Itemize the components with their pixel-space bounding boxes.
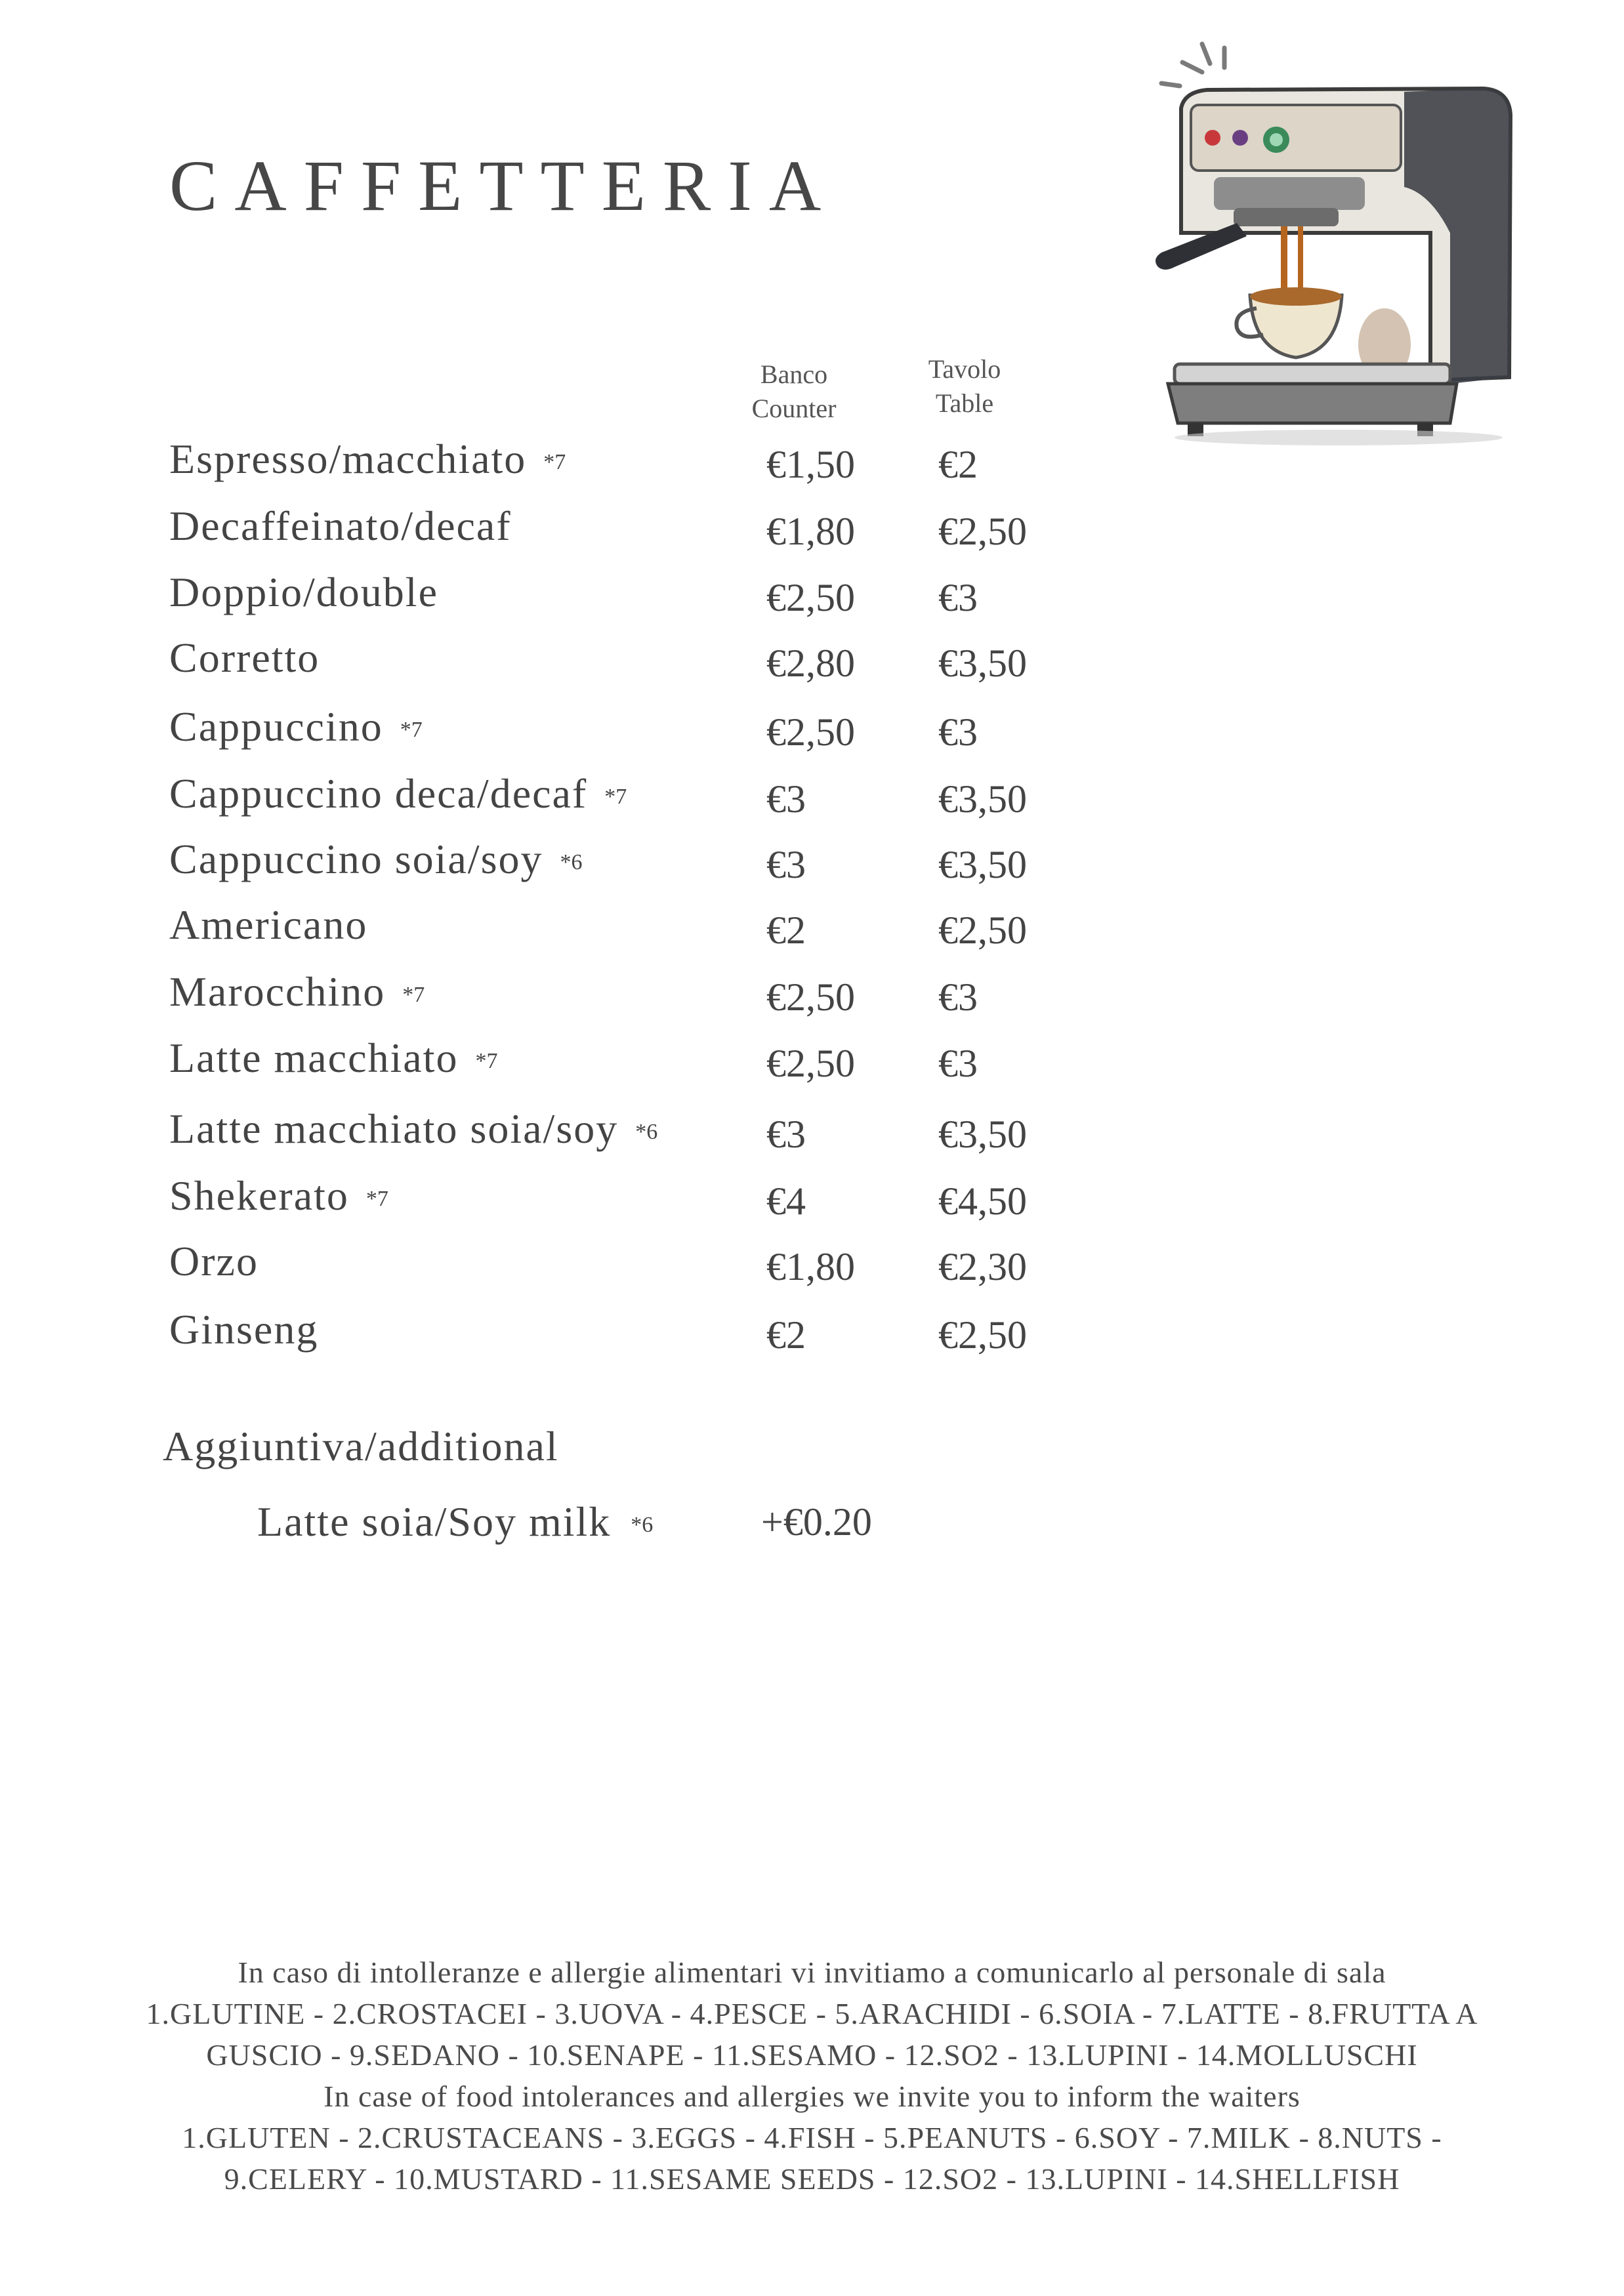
menu-item-name: Americano [169, 901, 368, 948]
menu-item [0, 563, 1624, 622]
menu-item-counter-price: €1,50 [766, 443, 855, 486]
menu-item-counter-price: €1,80 [766, 510, 855, 553]
footer-line: 1.GLUTINE - 2.CROSTACEI - 3.UOVA - 4.PESCE - 5.ARACHIDI - 6.SOIA - 7.LATTE - 8.FRUTTA A [146, 1997, 1478, 2030]
menu-item-counter-price: €2,50 [766, 576, 855, 619]
menu-item-name: Espresso/macchiato [169, 436, 527, 482]
menu-item [0, 497, 1624, 556]
menu-item-counter-price: €2,50 [766, 975, 855, 1019]
menu-item-table-price: €2,50 [938, 909, 1027, 952]
menu-item-counter-price: €2,50 [766, 1042, 855, 1085]
menu-item [0, 1099, 1624, 1158]
menu-item-table-price: €3,50 [938, 777, 1027, 821]
menu-item [0, 1232, 1624, 1291]
menu-item-allergen: *6 [635, 1120, 658, 1144]
menu-item-allergen: *7 [604, 785, 627, 809]
menu-item-table-price: €3 [938, 1042, 978, 1085]
menu-item-name: Shekerato [169, 1172, 349, 1219]
footer-line: In case of food intolerances and allergies we invite you to inform the waiters [323, 2080, 1301, 2113]
menu-item-counter-price: €3 [766, 1113, 806, 1156]
menu-item-table-price: €3 [938, 576, 978, 619]
menu-item-table-price: €4,50 [938, 1179, 1027, 1223]
menu-item-table-price: €3 [938, 975, 978, 1019]
footer-line: 1.GLUTEN - 2.CRUSTACEANS - 3.EGGS - 4.FISH - 5.PEANUTS - 6.SOY - 7.MILK - 8.NUTS - [182, 2121, 1442, 2154]
menu-item-name: Latte macchiato soia/soy [169, 1105, 619, 1152]
menu-item-name: Doppio/double [169, 569, 438, 615]
menu-item [0, 1166, 1624, 1225]
page-title: CAFFETTERIA [169, 146, 839, 226]
menu-item [0, 962, 1624, 1021]
footer-line: GUSCIO - 9.SEDANO - 10.SENAPE - 11.SESAMO - 12.SO2 - 13.LUPINI - 14.MOLLUSCHI [206, 2038, 1418, 2072]
menu-item [0, 1300, 1624, 1359]
menu-item-name: Decaffeinato/decaf [169, 502, 512, 549]
menu-item-table-price: €2,30 [938, 1245, 1027, 1288]
menu-item-table-price: €2,50 [938, 510, 1027, 553]
menu-item-counter-price: €2 [766, 909, 806, 952]
menu-item-allergen: *6 [560, 850, 583, 874]
column-header-table: Tavolo Table [928, 354, 1001, 418]
additional-item-allergen: *6 [631, 1513, 654, 1537]
menu-item-name: Ginseng [169, 1306, 319, 1353]
menu-item [0, 1029, 1624, 1088]
menu-item-table-price: €2 [938, 443, 978, 486]
menu-item [0, 628, 1624, 687]
menu-item-counter-price: €4 [766, 1179, 806, 1223]
menu-item-name: Latte macchiato [169, 1035, 459, 1081]
menu-item-counter-price: €1,80 [766, 1245, 855, 1288]
menu-item-name: Orzo [169, 1238, 259, 1284]
menu-item-counter-price: €3 [766, 777, 806, 821]
menu-item [0, 764, 1624, 823]
additional-heading: Aggiuntiva/additional [163, 1423, 559, 1469]
additional-item [0, 1492, 1624, 1551]
footer-line: In caso di intolleranze e allergie alimentari vi invitiamo a comunicarlo al personale di sala [238, 1956, 1386, 1989]
menu-item-counter-price: €2,50 [766, 710, 855, 754]
menu-item-counter-price: €3 [766, 843, 806, 886]
menu-item-counter-price: €2 [766, 1313, 806, 1357]
menu-item-allergen: *7 [475, 1049, 498, 1073]
menu-item-name: Corretto [169, 634, 320, 681]
espresso-machine-icon [1142, 36, 1535, 456]
menu-item [0, 697, 1624, 756]
menu-item [0, 895, 1624, 954]
menu-item-name: Cappuccino soia/soy [169, 836, 543, 882]
additional-item-price: +€0.20 [761, 1500, 872, 1544]
additional-item-name: Latte soia/Soy milk [257, 1498, 612, 1545]
menu-item-table-price: €3,50 [938, 642, 1027, 685]
menu-item-allergen: *7 [402, 983, 425, 1007]
menu-item-table-price: €3 [938, 710, 978, 754]
menu-item-name: Cappuccino deca/decaf [169, 770, 588, 817]
menu-item-allergen: *7 [400, 718, 423, 742]
menu-item [0, 830, 1624, 889]
menu-item-name: Cappuccino [169, 703, 383, 750]
menu-item-table-price: €2,50 [938, 1313, 1027, 1357]
column-header-counter: Banco Counter [751, 359, 837, 423]
allergen-footer [79, 1952, 1545, 2200]
menu-item [0, 430, 1624, 489]
menu-item-allergen: *7 [543, 450, 566, 474]
footer-line: 9.CELERY - 10.MUSTARD - 11.SESAME SEEDS - 12.SO2 - 13.LUPINI - 14.SHELLFISH [224, 2162, 1400, 2196]
menu-item-table-price: €3,50 [938, 843, 1027, 886]
menu-item-counter-price: €2,80 [766, 642, 855, 685]
menu-item-table-price: €3,50 [938, 1113, 1027, 1156]
menu-item-name: Marocchino [169, 968, 386, 1015]
menu-item-allergen: *7 [365, 1187, 388, 1211]
